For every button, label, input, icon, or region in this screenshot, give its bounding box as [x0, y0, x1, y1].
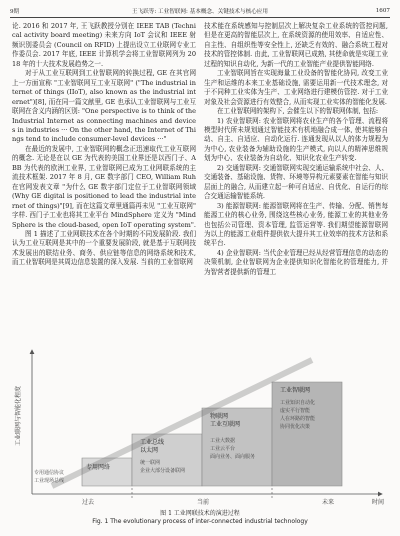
left-column: [12, 22, 196, 344]
detail-text: 工业知识自动化: [280, 400, 316, 406]
stage-label: 工业智联网: [280, 387, 311, 394]
paragraph: 3) 能源智联网: 能源智联网将在生产、传输、分配、销售每能源工业的核心业务, 围绕这些核心业务, 能源工业的其他业务也包括公司管理、资本管理, 监管运营等. 我们期望能源智联网为以上的能源工业组件提供依大提升其工业效率的技术方法和系统平台.: [204, 201, 388, 248]
figure-1: [12, 346, 388, 510]
right-column: [204, 22, 388, 344]
header-rule: [10, 17, 390, 18]
y-axis-label: 工业联网与智能化程度: [15, 385, 22, 446]
issue-number: 9期: [10, 9, 20, 15]
running-title: 王飞跃等: 工业智联网: 基本概念、关键技术与核心应用: [132, 9, 268, 15]
x-label: 未来: [322, 499, 335, 506]
figure-caption-en: Fig. 1 The evolutionary process of inter-connected industrial technology: [92, 518, 308, 525]
paragraph: 1) 农业智联网: 农业智联网将农业生产的各个管理、流程将模型时代所未规划通过智能技术有机地融合成一体, 使其能够自动、自主、自适应、自动化运行. 连通发现从以人的体力规程为为中心, 农业装备为辅助设施的生产模式, 向以人的精神思维规划为中心、农业装备为自动化、知识化农业生产转变.: [204, 116, 388, 163]
detail-text: 企业大部分设备联网: [140, 468, 186, 474]
stage-label-line: 以太网: [140, 447, 159, 454]
stage-label-line: 物联网: [210, 413, 229, 420]
x-label: 过去: [82, 499, 95, 506]
stage-label: 专用网络: [86, 464, 111, 471]
stage-step: [272, 382, 342, 486]
detail-text: 工业大数据: [210, 438, 236, 444]
detail-text: 统一联网: [140, 460, 161, 466]
stage-label-line: 工业总线: [140, 439, 165, 446]
page-header: [10, 5, 390, 17]
page-number: 1607: [375, 8, 390, 14]
figure-caption-cn: 图 1 工业网联技术的演进过程: [160, 510, 240, 517]
stage-label-line: 工业互联网: [210, 421, 241, 428]
detail-text: 专用通信协议: [34, 470, 65, 476]
paragraph: 在最近的发展中, 工业智联网的概念正迅速取代工业互联网的概念. 无论是在以 GE 为代表的美国工业界还是以西门子、ABB 为代表的欧洲工业界, 工业智联网已成为工业网联系统的主流技术框架. 2017 年 8 月, GE 数字部门 CEO, William Ruh 在官网发表文章 "为什么 GE 数字部门定位于工业智联网领域 (Why GE digital is positioned to lead the industrial internet of things)"[9], 而在这篇文章里通篇再未见 "工业互联网" 字样. 西门子工业也将其工业平台 MindSphere 定义为 "MindSphere is the cloud-based, open IoT operating system".: [12, 144, 196, 229]
detail-text: 面向业务、面向服务: [210, 454, 256, 460]
detail-text: 协同优化决策: [280, 424, 311, 430]
x-label: 当前: [197, 499, 210, 506]
paragraph: 在工业智联网的架构下, 会催生以下的智联网体制, 包括:: [217, 107, 379, 116]
detail-text: 工业现场总线: [34, 478, 65, 484]
paragraph: 技术能在系统感知与控制层次上解决复杂工业系统的管控问题, 但是在更高的智能层次上, 在系统资源的使用效率、自适应性、自主性、自组织性等安全性上, 还缺乏有效的、融合系统工程对技术的管控体制. 由此, 工业智联网已成熟, 其使命就是实现工业过程的知识自动化, 为新一代的工业智能产业提供智能网络.: [204, 22, 388, 68]
paragraph: 图 1 描述了工业网联技术在各个时期的不同发展阶段. 我们认为工业互联网是其中的一个重要发展阶段, 就是基于互联网技术发展出的联结业务、商务、供应链等信息的网络系统和技术, 而工业智联网是其周边信息装置的深入发展. 当前的工业智联网: [12, 229, 196, 267]
paragraph: 对于从工业互联网到工业智联网的转换过程, GE 在其官网上一方面宣称 "工业智联网互工业互联网" ("The industrial internet of things (IIoT), also known as the industrial internet")[8], 而在同一篇文献里, GE 也承认工业智联网与工业互联网在含义内涵的区别: "One perspective is to think of the Industrial Internet as connecting machines and devices in industries ··· On the other hand, the Internet of Things tend to include consumer-level devices ···": [12, 69, 196, 144]
paragraph: 4) 企业智联网: 当代企业管理已经从经营管理信息的动态的决策机制, 企业智联网为企业提供知识化智能化的管理能力, 并为智营者提供新的管理工: [204, 248, 388, 276]
x-axis-label: 时间: [372, 499, 385, 506]
detail-text: 工业云平台: [210, 446, 236, 452]
paragraph: 2) 交通智联网: 交通智联网实现交通运输系统中社会、人、交通装备、基础设施、货物、环境等异构元素要素在智能与知识层面上的融合, 从而建立起一种可自适应、自优化、自运行的综合交通运输智能系统.: [204, 163, 388, 201]
detail-text: 人在环路的智能: [280, 416, 316, 422]
evolution-diagram: [12, 346, 388, 510]
paragraph: 工业智联网旨在实现海量工业设备的智能化协同, 改变工业生产和运维的本来工业基础设施, 需要运用新一代技术理念, 对于不同种工业实体为生产、工业网络进行建模仿管控. 对于工业对象及社会资源进行有效整合, 从而实现工业实体的智能化发展.: [204, 69, 388, 106]
detail-text: 虚实平行智能: [280, 408, 311, 414]
paragraph: 论. 2016 和 2017 年, 王飞跃教授分别在 IEEE TAB (Technical activity board meeting) 未来方向 IoT 会议和 IEEE 射频识别委员会 (Council on RFID) 上提出设立工业联网专业工作委员会. 2017 年底, IEEE 计算机学会将工业智联网列为 2018 年的十大技术发展趋势之一.: [12, 22, 196, 68]
